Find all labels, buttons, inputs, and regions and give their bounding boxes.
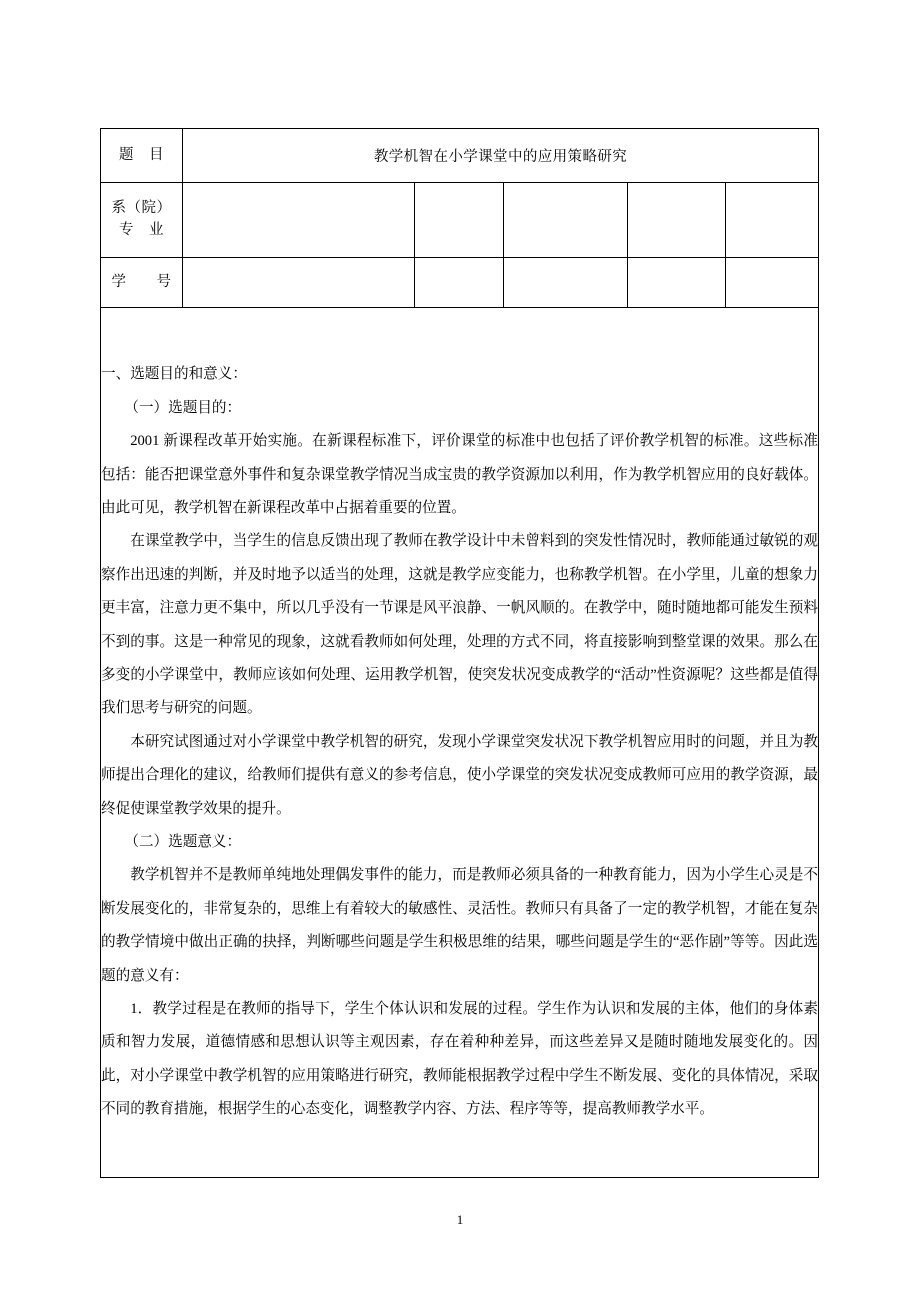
department-blank-cell-5[interactable]	[726, 183, 819, 258]
sub-heading-purpose: （一）选题目的：	[124, 399, 242, 416]
proposal-body-text	[101, 358, 818, 1126]
row-label-department-major	[101, 183, 183, 258]
department-value-cell[interactable]	[183, 183, 415, 258]
paragraph-1: 2001 新课程改革开始实施。在新课程标准下，评价课堂的标准中也包括了评价教学机智的标准。这些标准包括：能否把课堂意外事件和复杂课堂教学情况当成宝贵的教学资源加以利用，作为教学机智应用的良好载体。由此可见，教学机智在新课程改革中占据着重要的位置。	[101, 433, 819, 516]
row-label-student-id-text: 学 号	[111, 273, 172, 290]
section-heading-purpose-significance: 一、选题目的和意义：	[101, 366, 247, 383]
proposal-body-cell[interactable]	[101, 308, 819, 1178]
row-label-title	[101, 129, 183, 183]
paragraph-2: 在课堂教学中，当学生的信息反馈出现了教师在教学设计中未曾料到的突发性情况时，教师能通过敏锐的观察作出迅速的判断，并及时地予以适当的处理，这就是教学应变能力，也称教学机智。在小学里，儿童的想象力更丰富，注意力更不集中，所以几乎没有一节课是风平浪静、一帆风顺的。在教学中，随时随地都可能发生预料不到的事。这是一种常见的现象，这就看教师如何处理，处理的方式不同，将直接影响到整堂课的效果。那么在多变的小学课堂中，教师应该如何处理、运用教学机智，使突发状况变成教学的“活动”性资源呢？这些都是值得我们思考与研究的问题。	[101, 533, 819, 717]
table-row-department-major	[101, 183, 819, 258]
paragraph-4: 教学机智并不是教师单纯地处理偶发事件的能力，而是教师必须具备的一种教育能力，因为小学生心灵是不断发展变化的，非常复杂的，思维上有着较大的敏感性、灵活性。教师只有具备了一定的教学机智，才能在复杂的教学情境中做出正确的抉择，判断哪些问题是学生积极思维的结果，哪些问题是学生的“恶作剧”等等。因此选题的意义有：	[101, 867, 819, 984]
department-blank-cell-4[interactable]	[628, 183, 726, 258]
department-blank-cell-3[interactable]	[504, 183, 628, 258]
sub-heading-significance: （二）选题意义：	[124, 834, 242, 851]
row-label-title-text: 题 目	[119, 146, 164, 163]
student-id-blank-cell-3[interactable]	[504, 258, 628, 308]
table-row-student-id	[101, 258, 819, 308]
row-label-student-id	[101, 258, 183, 308]
page-number: 1	[456, 1212, 464, 1227]
thesis-title-text: 教学机智在小学课堂中的应用策略研究	[373, 149, 628, 165]
student-id-blank-cell-5[interactable]	[726, 258, 819, 308]
department-blank-cell-2[interactable]	[415, 183, 504, 258]
paragraph-3: 本研究试图通过对小学课堂中教学机智的研究，发现小学课堂突发状况下教学机智应用时的问题，并且为教师提出合理化的建议，给教师们提供有意义的参考信息，使小学课堂的突发状况变成教师可应用的教学资源，最终促使课堂教学效果的提升。	[101, 733, 819, 817]
paragraph-5: 1．教学过程是在教师的指导下，学生个体认识和发展的过程。学生作为认识和发展的主体，他们的身体素质和智力发展，道德情感和思想认识等主观因素，存在着种种差异，而这些差异又是随时随地发展变化的。因此，对小学课堂中教学机智的应用策略进行研究，教师能根据教学过程中学生不断发展、变化的具体情况，采取不同的教育措施，根据学生的心态变化，调整教学内容、方法、程序等等，提高教师教学水平。	[101, 1001, 819, 1118]
row-label-major-text: 专 业	[119, 222, 164, 238]
student-id-blank-cell-4[interactable]	[628, 258, 726, 308]
table-row-title	[101, 129, 819, 183]
student-id-value-cell[interactable]	[183, 258, 415, 308]
thesis-title-cell[interactable]	[183, 129, 819, 183]
table-row-body	[101, 308, 819, 1178]
student-id-blank-cell-2[interactable]	[415, 258, 504, 308]
thesis-proposal-table	[100, 128, 819, 1178]
row-label-department-text: 系（院）	[111, 200, 172, 217]
